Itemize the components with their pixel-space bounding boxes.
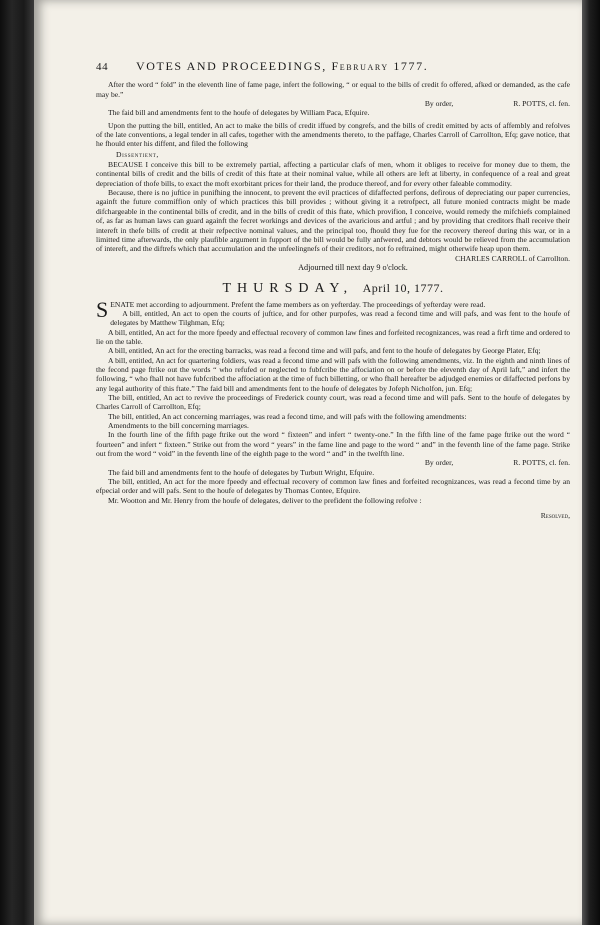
page-number: 44 [96,61,109,73]
clerk-signature: R. POTTS, cl. fen. [513,99,570,109]
paragraph: A bill, entitled, An act for quartering foldiers, was read a fecond time and will pafs with the following amendments, viz. In the eighth and ninth lines of the fecond page ftrike out the words “ who refufed or neglected to fubfcribe the affociation on or before the eleventh day of April laft,” and infert the following, “ who fhall not have fubfcribed the affociation at the time of fuch billetting, or who fhall hereafter be adjudged enemies or difaffected perfons by any legal authority of this ftate.” The faid bill and amendments fent to the houfe of delegates by Jofeph Nicholfon, jun. Efq; [96,355,570,393]
adjournment: Adjourned till next day 9 o'clock. [298,262,408,272]
paragraph: The bill, entitled, An act to revive the proceedings of Frederick county court, was read a fecond time and will pafs. Sent to the houfe of delegates by Charles Carroll of Carrollton, Efq; [96,393,570,412]
by-order: By order, [424,99,454,109]
paragraph: The faid bill and amendments fent to the houfe of delegates by Turbutt Wright, Efquire. [108,467,375,477]
dissent-label: Dissentient, [116,149,159,159]
paragraph: Because, there is no juftice in punifhing the innocent, to prevent the evil practices of difaffected perfons, defirous of depreciating our paper currencies, againft the future commiffion only of which practices this bill provides ; without giving it a retrofpect, all future monied contracts might be made difchargeable in the continental bills of credit, and in the bills of credit of this ftate, which provifion, I conceive, would remedy the mifchiefs complained of, as far as human laws can guard againft the fecret workings and devices of the avaricious and artful ; and by providing that creditors fhall receive their intereft in thefe bills of credit at their refpective nominal values, and the principal too, fhould they fue for the recovery thereof during this war, or in a limitted time afterwards, the only plaufible argument in fupport of the bill would be fully anfwered, and debtors would be relieved from the accumulation of intereft, and the diftrefs which that accumulation and the unfeelingnefs of their creditors, not fo reftrained, might otherwife heap upon them. [96,188,570,254]
clerk-signature: R. POTTS, cl. fen. [513,458,570,468]
paragraph: In the fourth line of the fifth page ftrike out the word “ fixteen” and infert “ twenty-one.” In the fifth line of the fame page ftrike out the word “ fourteen” and infert “ fixteen.” Strike out from the word “ years” in the fame line and page to the word “ and” in the feventh line of the fame page. Strike out from the word “ void” in the feventh line of the eighth page to the word “ and” in the twelfth line. [96,430,570,459]
paragraph: BECAUSE I conceive this bill to be extremely partial, affecting a particular clafs of men, whom it obliges to receive for money due to them, the continental bills of credit and the bills of credit of this ftate at their nominal value, while all others are left at liberty, in confequence of a real and great depreciation of thofe bills, to exact the moft exorbitant prices for their land, the produce thereof, and for every other faleable commodity. [96,160,570,188]
paragraph: The bill, entitled, An act concerning marriages, was read a fecond time, and will pafs with the following amendments: [108,411,467,421]
paragraph-opening: SENATE met according to adjournment. Prefent the fame members as on yefterday. The proceedings of yefterday were read. [96,296,486,322]
day-heading [96,281,570,297]
weekday: THURSDAY, [222,281,354,297]
session-date: April 10, 1777. [362,281,444,296]
drop-cap: S [96,296,109,322]
paragraph: Mr. Wootton and Mr. Henry from the houfe of delegates, deliver to the prefident the following refolve : [108,495,422,505]
paragraph: After the word “ fold” in the eleventh line of fame page, infert the following, “ or equal to the bills of credit fo offered, afked or demanded, as the cafe may be.” [96,80,570,99]
paragraph: Upon the putting the bill, entitled, An act to make the bills of credit iffued by congrefs, and the bills of credit emitted by acts of affembly and refolves of the late conventions, a legal tender in all cafes, together with the amendments thereto, to the paffage, Charles Carroll of Carrollton, Efq; gave notice, that he fhould enter his diffent, and filed the following [96,120,570,149]
running-header [96,59,570,73]
signature-line [96,99,570,108]
paragraph: Amendments to the bill concerning marriages. [108,421,249,431]
paragraph: A bill, entitled, An act for the more fpeedy and effectual recovery of common law fines and forfeited recognizances, was read a firft time and ordered to lie on the table. [96,327,570,346]
paragraph: The bill, entitled, An act for the more fpeedy and effectual recovery of common law fines and forfeited recognizances, was read a fecond time by an efpecial order and will pafs. Sent to the houfe of delegates by Thomas Contee, Efquire. [96,477,570,496]
book-spine-edge [0,0,34,925]
page-content [96,59,570,521]
by-order: By order, [424,458,454,468]
dissent-signature: CHARLES CARROLL of Carrollton. [455,253,570,263]
paragraph: A bill, entitled, An act to open the courts of juftice, and for other purpofes, was read a fecond time and will pafs, and was fent to the houfe of delegates by Matthew Tilghman, Efq; [110,308,570,328]
page-edge [582,0,600,925]
running-title: VOTES AND PROCEEDINGS, February 1777. [136,59,429,73]
signature-line [96,458,570,467]
paragraph: A bill, entitled, An act for the erecting barracks, was read a fecond time and will pafs, and fent to the houfe of delegates by George Plater, Efq; [108,346,541,356]
paragraph: The faid bill and amendments fent to the houfe of delegates by William Paca, Efquire. [108,108,370,118]
catchword: Resolved, [540,511,570,521]
